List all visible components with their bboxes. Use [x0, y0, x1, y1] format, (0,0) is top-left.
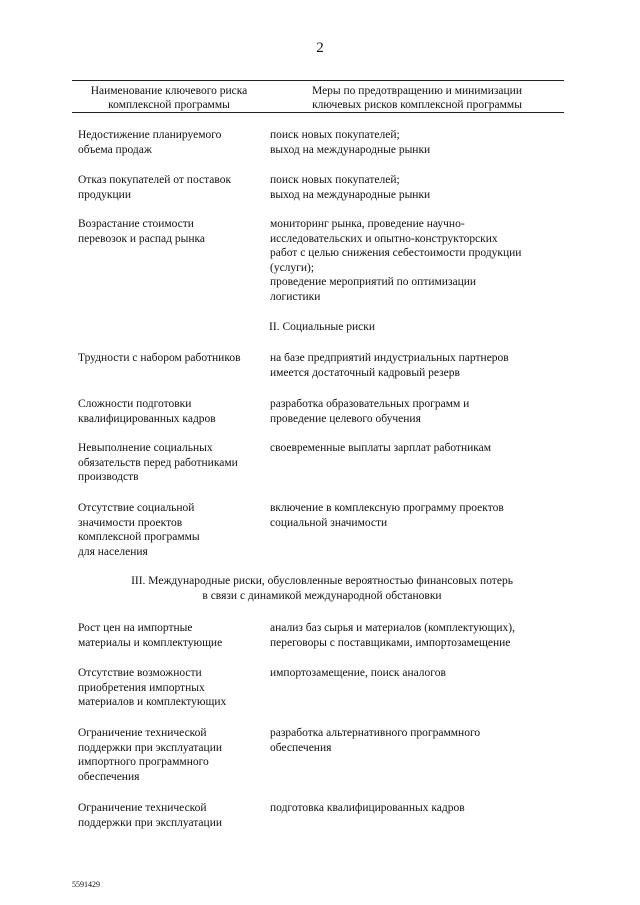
risk-name: Отсутствие социальной значимости проектов комплексной программы для населения: [78, 502, 200, 558]
table-header-bottom-rule: [72, 112, 564, 113]
risk-name: Отказ покупателей от поставок продукции: [78, 174, 232, 201]
risk-measure: поиск новых покупателей; выход на международные рынки: [270, 174, 431, 201]
section-title-international: III. Международные риски, обусловленные вероятностью финансовых потерь в связи с динамикой международной обстановки: [131, 575, 513, 602]
risk-measure: на базе предприятий индустриальных партнеров имеется достаточный кадровый резерв: [270, 352, 509, 379]
page-number: 2: [316, 40, 324, 56]
risk-measure: включение в комплексную программу проектов социальной значимости: [270, 502, 504, 529]
column-header-measures: Меры по предотвращению и минимизации ключевых рисков комплексной программы: [312, 85, 522, 111]
document-code: 5591429: [72, 880, 100, 889]
risk-name: Ограничение технической поддержки при эксплуатации: [78, 802, 222, 829]
column-header-risk: Наименование ключевого риска комплексной программы: [90, 85, 248, 111]
risk-measure: разработка образовательных программ и проведение целевого обучения: [270, 398, 470, 425]
risk-name: Сложности подготовки квалифицированных кадров: [78, 398, 216, 425]
risk-measure: импортозамещение, поиск аналогов: [270, 667, 446, 679]
risk-measure: разработка альтернативного программного обеспечения: [270, 727, 481, 754]
risk-name: Ограничение технической поддержки при эксплуатации импортного программного обеспечения: [78, 727, 222, 783]
risk-name: Возрастание стоимости перевозок и распад рынка: [78, 218, 206, 245]
risk-measure: поиск новых покупателей; выход на международные рынки: [270, 129, 431, 156]
risk-name: Невыполнение социальных обязательств перед работниками производств: [78, 442, 238, 484]
risk-name: Трудности с набором работников: [78, 352, 241, 364]
risk-measure: мониторинг рынка, проведение научно- исследовательских и опытно-конструкторских работ с целью снижения себестоимости продукции (услуги); проведение мероприятий по оптимизации логистики: [270, 218, 522, 303]
risk-measure: подготовка квалифицированных кадров: [270, 802, 465, 814]
risk-measure: анализ баз сырья и материалов (комплектующих), переговоры с поставщиками, импортозамещение: [270, 622, 515, 649]
risk-name: Рост цен на импортные материалы и комплектующие: [78, 622, 223, 649]
risk-name: Недостижение планируемого объема продаж: [78, 129, 222, 156]
risk-measure: своевременные выплаты зарплат работникам: [270, 442, 492, 454]
table-top-rule: [72, 80, 564, 81]
section-title-social: II. Социальные риски: [269, 321, 375, 333]
risk-name: Отсутствие возможности приобретения импортных материалов и комплектующих: [78, 667, 227, 709]
